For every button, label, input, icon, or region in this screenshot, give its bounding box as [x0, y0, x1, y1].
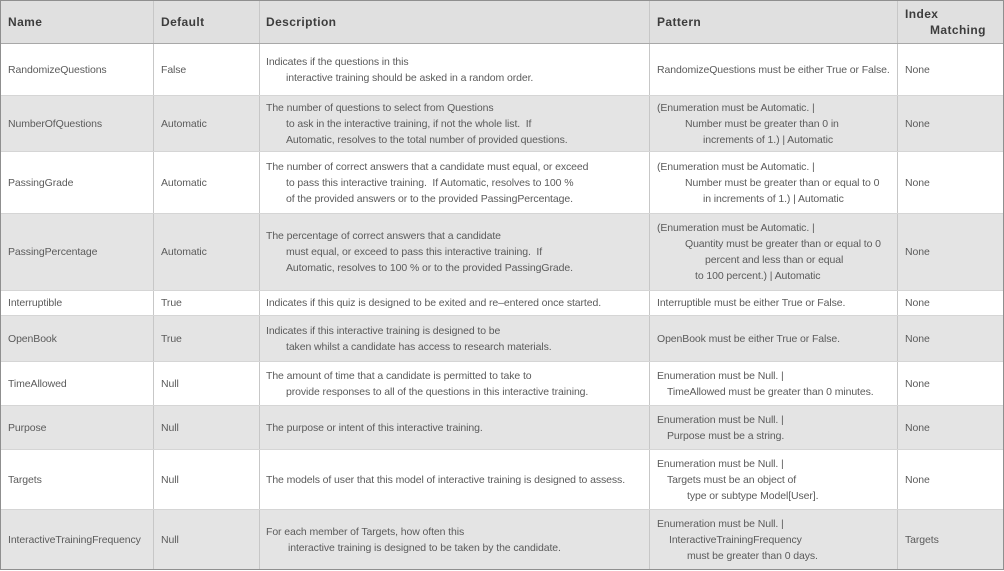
text-line: Enumeration must be Null. | [657, 517, 784, 530]
text-line: RandomizeQuestions [8, 63, 107, 76]
text-line: Name [8, 15, 43, 29]
cell-description [260, 510, 650, 569]
cell-description [260, 291, 650, 315]
text-line: increments of 1.) | Automatic [703, 133, 833, 146]
cell-description [260, 152, 650, 213]
text-line: of the provided answers or to the provided PassingPercentage. [286, 192, 573, 205]
cell-default [154, 291, 260, 315]
text-line: Number must be greater than 0 in [685, 117, 839, 130]
text-line: PassingPercentage [8, 246, 98, 258]
text-line: OpenBook [8, 332, 57, 345]
text-line: taken whilst a candidate has access to research materials. [286, 340, 552, 353]
column-header-default [154, 1, 260, 43]
column-header-description [260, 1, 650, 43]
cell-index-matching [898, 450, 1003, 509]
text-line: None [905, 117, 930, 130]
text-line: Enumeration must be Null. | [657, 413, 784, 426]
cell-default [154, 214, 260, 290]
text-line: The models of user that this model of interactive training is designed to assess. [266, 473, 626, 486]
cell-name [1, 406, 154, 449]
text-line: Indicates if the questions in this [266, 55, 409, 68]
cell-name [1, 291, 154, 315]
text-line: to 100 percent.) | Automatic [695, 270, 821, 282]
text-line: None [905, 297, 930, 309]
text-line: Automatic [161, 176, 207, 189]
cell-index-matching [898, 214, 1003, 290]
text-line: TimeAllowed [8, 377, 67, 390]
cell-index-matching [898, 291, 1003, 315]
text-line: The number of questions to select from Questions [266, 101, 494, 114]
cell-default [154, 510, 260, 569]
text-line: type or subtype Model[User]. [687, 489, 819, 502]
cell-name [1, 316, 154, 361]
text-line: (Enumeration must be Automatic. | [657, 222, 815, 234]
cell-default [154, 450, 260, 509]
cell-name [1, 450, 154, 509]
text-line: Null [161, 377, 179, 390]
text-line: to ask in the interactive training, if not the whole list. If [286, 117, 532, 130]
cell-pattern [650, 510, 898, 569]
text-line: Null [161, 421, 179, 434]
text-line: interactive training should be asked in a random order. [286, 71, 534, 84]
text-line: Automatic, resolves to 100 % or to the provided PassingGrade. [286, 262, 573, 274]
table-row [1, 316, 1003, 362]
text-line: to pass this interactive training. If Automatic, resolves to 100 % [286, 176, 574, 189]
text-line: InteractiveTrainingFrequency [669, 533, 802, 546]
text-line: True [161, 332, 182, 345]
cell-pattern [650, 450, 898, 509]
text-line: must be greater than 0 days. [687, 549, 818, 562]
text-line: For each member of Targets, how often this [266, 525, 465, 538]
table-row [1, 44, 1003, 96]
cell-name [1, 44, 154, 95]
text-line: (Enumeration must be Automatic. | [657, 101, 815, 114]
text-line: Indicates if this quiz is designed to be exited and re–entered once started. [266, 297, 602, 309]
text-line: Null [161, 533, 179, 546]
text-line: None [905, 246, 930, 258]
text-line: in increments of 1.) | Automatic [703, 192, 844, 205]
cell-pattern [650, 291, 898, 315]
text-line: must equal, or exceed to pass this interactive training. If [286, 246, 543, 258]
text-line: None [905, 473, 930, 486]
text-line: percent and less than or equal [705, 254, 844, 266]
cell-pattern [650, 96, 898, 151]
cell-description [260, 362, 650, 405]
cell-pattern [650, 152, 898, 213]
table-row [1, 291, 1003, 316]
text-line: The percentage of correct answers that a candidate [266, 230, 501, 242]
cell-pattern [650, 316, 898, 361]
table-row [1, 96, 1003, 152]
text-line: Interruptible [8, 297, 63, 309]
cell-default [154, 362, 260, 405]
cell-description [260, 44, 650, 95]
cell-description [260, 450, 650, 509]
text-line: Automatic [161, 246, 207, 258]
table-row [1, 214, 1003, 291]
text-line: Purpose [8, 421, 47, 434]
text-line: PassingGrade [8, 176, 74, 189]
text-line: Targets [905, 533, 939, 546]
table-row [1, 406, 1003, 450]
cell-description [260, 214, 650, 290]
text-line: The amount of time that a candidate is permitted to take to [266, 369, 532, 382]
text-line: The purpose or intent of this interactive training. [266, 421, 483, 434]
text-line: The number of correct answers that a candidate must equal, or exceed [266, 160, 589, 173]
table-row [1, 450, 1003, 510]
cell-index-matching [898, 152, 1003, 213]
cell-pattern [650, 44, 898, 95]
table-row [1, 362, 1003, 406]
text-line: OpenBook must be either True or False. [657, 332, 840, 345]
text-line: Targets must be an object of [667, 473, 797, 486]
text-line: Targets [8, 473, 42, 486]
cell-default [154, 44, 260, 95]
text-line: RandomizeQuestions must be either True or False. [657, 63, 890, 76]
cell-description [260, 406, 650, 449]
text-line: Matching [930, 23, 986, 37]
text-line: None [905, 176, 930, 189]
text-line: Enumeration must be Null. | [657, 369, 784, 382]
text-line: TimeAllowed must be greater than 0 minutes. [667, 385, 874, 398]
table-body [1, 44, 1003, 569]
cell-name [1, 96, 154, 151]
text-line: None [905, 332, 930, 345]
header-row [1, 1, 1003, 44]
cell-index-matching [898, 316, 1003, 361]
cell-index-matching [898, 362, 1003, 405]
text-line: Null [161, 473, 179, 486]
table-row [1, 510, 1003, 569]
cell-pattern [650, 214, 898, 290]
cell-description [260, 96, 650, 151]
text-line: Default [161, 15, 205, 29]
column-header-pattern [650, 1, 898, 43]
column-header-name [1, 1, 154, 43]
text-line: Number must be greater than or equal to 0 [685, 176, 880, 189]
cell-index-matching [898, 510, 1003, 569]
text-line: False [161, 63, 187, 76]
cell-index-matching [898, 406, 1003, 449]
text-line: Automatic, resolves to the total number of provided questions. [286, 133, 568, 146]
text-line: Quantity must be greater than or equal to 0 [685, 238, 881, 250]
cell-default [154, 96, 260, 151]
text-line: None [905, 377, 930, 390]
cell-default [154, 152, 260, 213]
cell-default [154, 406, 260, 449]
cell-description [260, 316, 650, 361]
cell-name [1, 214, 154, 290]
text-line: Automatic [161, 117, 207, 130]
cell-pattern [650, 406, 898, 449]
table-row [1, 152, 1003, 214]
cell-index-matching [898, 44, 1003, 95]
text-line: Index [905, 7, 939, 21]
text-line: NumberOfQuestions [8, 117, 103, 130]
text-line: Pattern [657, 15, 702, 29]
cell-pattern [650, 362, 898, 405]
text-line: True [161, 297, 182, 309]
column-header-index-matching [898, 1, 1003, 43]
text-line: None [905, 63, 930, 76]
cell-name [1, 152, 154, 213]
cell-index-matching [898, 96, 1003, 151]
text-line: Interruptible must be either True or False. [657, 297, 846, 309]
text-line: Indicates if this interactive training is designed to be [266, 324, 501, 337]
text-line: Description [266, 15, 337, 29]
text-line: interactive training is designed to be taken by the candidate. [288, 541, 561, 554]
text-line: InteractiveTrainingFrequency [8, 533, 141, 546]
cell-default [154, 316, 260, 361]
cell-name [1, 510, 154, 569]
text-line: Enumeration must be Null. | [657, 457, 784, 470]
text-line: (Enumeration must be Automatic. | [657, 160, 815, 173]
text-line: None [905, 421, 930, 434]
cell-name [1, 362, 154, 405]
text-line: provide responses to all of the questions in this interactive training. [286, 385, 589, 398]
text-line: Purpose must be a string. [667, 429, 785, 442]
